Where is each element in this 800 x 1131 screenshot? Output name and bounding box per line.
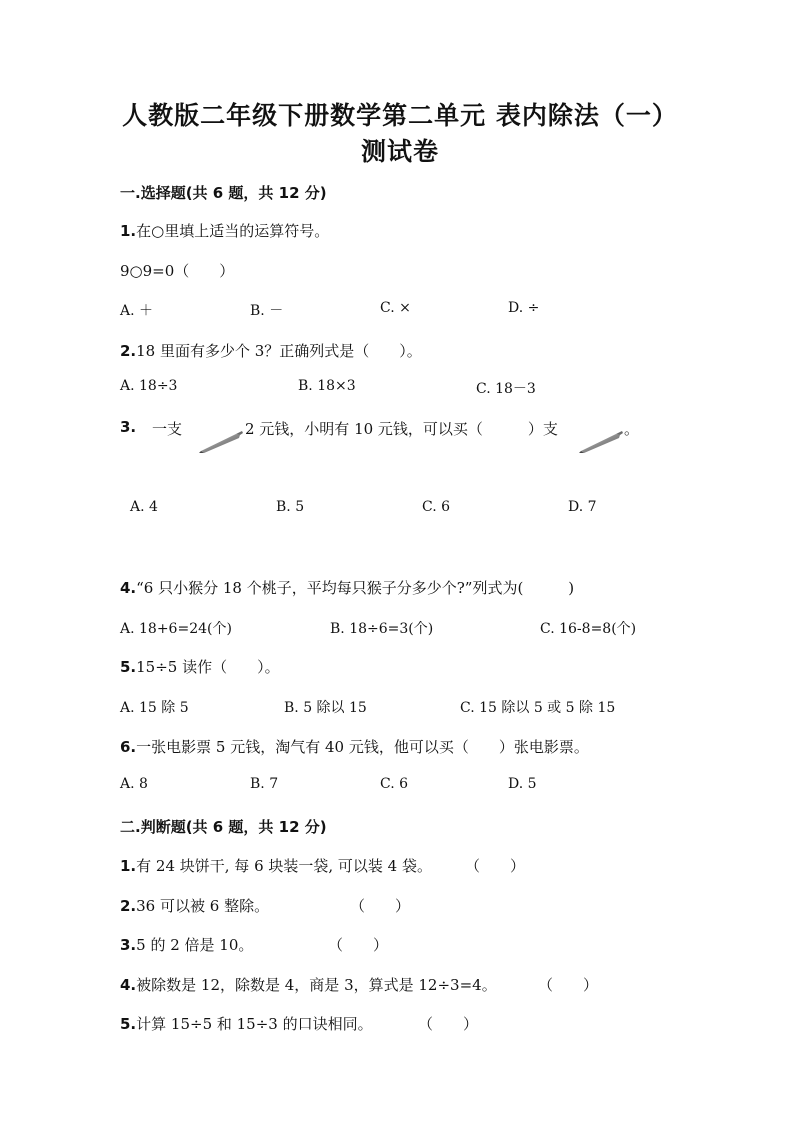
question-number: 5. — [120, 1015, 137, 1033]
question-text: “6 只小猴分 18 个桃子，平均每只猴子分多少个?”列式为( ) — [136, 579, 575, 597]
question-text: 15÷5 读作（ ）。 — [136, 658, 280, 676]
question-number: 2. — [120, 342, 137, 360]
answer-blank[interactable]: （ ） — [465, 857, 526, 875]
question-text: 在○里填上适当的运算符号。 — [136, 222, 330, 240]
question-text-part-b: 2 元钱，小明有 10 元钱，可以买（ ）支 — [245, 420, 558, 438]
question-number: 4. — [120, 579, 137, 597]
question-text: 被除数是 12，除数是 4，商是 3，算式是 12÷3=4。 — [136, 976, 497, 994]
section-heading-true-false: 二.判断题(共 6 题，共 12 分) — [120, 818, 327, 836]
option-a[interactable]: A. 8 — [120, 776, 148, 792]
question-2 — [120, 340, 422, 361]
question-text-part-a: 一支 — [152, 420, 183, 438]
pen-icon — [198, 430, 244, 454]
option-c[interactable]: C. 16-8=8(个) — [540, 621, 637, 637]
option-b[interactable]: B. 7 — [250, 776, 279, 792]
section-heading-choice: 一.选择题(共 6 题，共 12 分) — [120, 184, 327, 202]
option-c[interactable]: C. 6 — [422, 499, 451, 515]
question-1 — [120, 220, 329, 241]
option-b[interactable]: B. 5 — [276, 499, 305, 515]
question-6 — [120, 736, 589, 757]
answer-blank[interactable]: （ ） — [538, 976, 599, 994]
pen-icon — [578, 430, 624, 454]
question-5 — [120, 656, 280, 677]
question-number: 3. — [120, 936, 137, 954]
question-number: 1. — [120, 222, 137, 240]
page-title: 人教版二年级下册数学第二单元 表内除法（一） — [122, 101, 678, 130]
option-d[interactable]: D. ÷ — [508, 300, 540, 316]
page-subtitle: 测试卷 — [360, 137, 439, 166]
judge-question-2 — [120, 895, 269, 916]
answer-blank[interactable]: （ ） — [418, 1015, 479, 1033]
question-text: 一张电影票 5 元钱，淘气有 40 元钱，他可以买（ ）张电影票。 — [136, 738, 589, 756]
question-number: 5. — [120, 658, 137, 676]
answer-blank[interactable]: （ ） — [328, 936, 389, 954]
option-a[interactable]: A. 4 — [130, 499, 158, 515]
option-a[interactable]: A. ＋ — [120, 303, 154, 319]
question-text: 18 里面有多少个 3？正确列式是（ ）。 — [136, 342, 422, 360]
option-c[interactable]: C. 6 — [380, 776, 409, 792]
judge-question-4 — [120, 974, 497, 995]
option-a[interactable]: A. 15 除 5 — [120, 700, 189, 716]
option-a[interactable]: A. 18÷3 — [120, 378, 178, 394]
judge-question-1 — [120, 855, 432, 876]
option-b[interactable]: B. 18÷6=3(个) — [330, 621, 434, 637]
question-text: 36 可以被 6 整除。 — [136, 897, 270, 915]
option-c[interactable]: C. 15 除以 5 或 5 除 15 — [460, 700, 616, 716]
option-d[interactable]: D. 5 — [508, 776, 537, 792]
option-d[interactable]: D. 7 — [568, 499, 597, 515]
question-text-part-c: 。 — [624, 420, 640, 438]
judge-question-5 — [120, 1013, 373, 1034]
question-text: 有 24 块饼干, 每 6 块装一袋, 可以装 4 袋。 — [136, 857, 432, 875]
question-4 — [120, 577, 574, 598]
question-number: 4. — [120, 976, 137, 994]
question-number: 6. — [120, 738, 137, 756]
question-text: 5 的 2 倍是 10。 — [136, 936, 254, 954]
option-a[interactable]: A. 18+6=24(个) — [120, 621, 232, 637]
question-3 — [120, 418, 136, 436]
question-1-sub: 9○9=0（ ） — [120, 262, 235, 280]
option-b[interactable]: B. － — [250, 303, 284, 319]
option-c[interactable]: C. × — [380, 300, 411, 316]
question-number: 2. — [120, 897, 137, 915]
judge-question-3 — [120, 934, 253, 955]
question-number: 3. — [120, 418, 137, 436]
option-c[interactable]: C. 18－3 — [476, 381, 536, 397]
option-b[interactable]: B. 5 除以 15 — [284, 700, 367, 716]
question-number: 1. — [120, 857, 137, 875]
question-text: 计算 15÷5 和 15÷3 的口诀相同。 — [136, 1015, 373, 1033]
answer-blank[interactable]: （ ） — [350, 897, 411, 915]
option-b[interactable]: B. 18×3 — [298, 378, 356, 394]
